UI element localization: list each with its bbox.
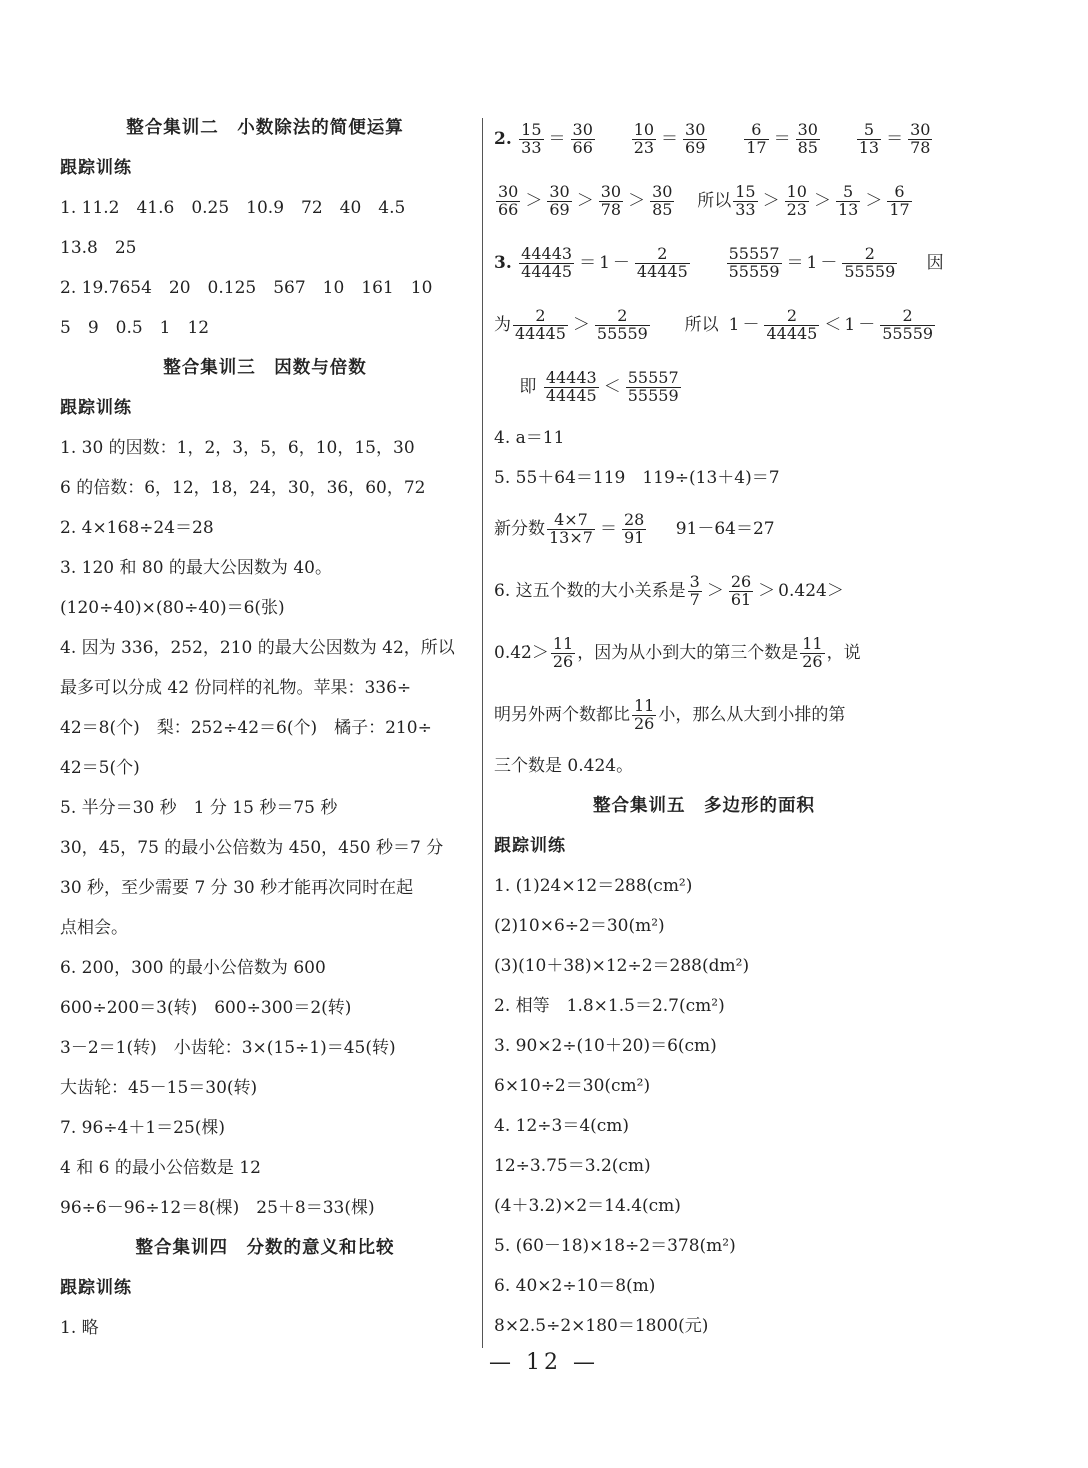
answer-line: 6. 40×2÷10＝8(m) (494, 1276, 656, 1296)
subheading-tracking: 跟踪训练 (494, 836, 566, 856)
answer-line: 最多可以分成 42 份同样的礼物。苹果：336÷ (60, 678, 412, 698)
answer-line: 5. 半分＝30 秒 1 分 15 秒＝75 秒 (60, 798, 338, 818)
subheading-tracking: 跟踪训练 (60, 1278, 132, 1298)
order-row: 明另外两个数都比 $\frac{11}{26}$ 小，那么从大到小排的第 (494, 696, 846, 733)
answer-line: (4＋3.2)×2＝14.4(cm) (494, 1196, 681, 1216)
fraction: $\frac{44443}{44445}$ (521, 244, 573, 281)
answer-line: (3)(10＋38)×12÷2＝288(dm²) (494, 956, 750, 976)
order-row: 6. 这五个数的大小关系是 $\frac{3}{7}$ ＞ $\frac{26}{61}$ ＞ 0.424̇＞ (494, 572, 844, 609)
order-row: 0.4̇2̇＞ $\frac{11}{26}$ ，因为从小到大的第三个数是 $\frac{11}{26}$ ，说 (494, 634, 861, 671)
fraction: $\frac{11}{26}$ (802, 634, 823, 671)
answer-line: 30 秒，至少需要 7 分 30 秒才能再次同时在起 (60, 878, 414, 898)
answer-line: 4. a＝11 (494, 428, 565, 448)
answer-line: 42＝8(个) 梨：252÷42＝6(个) 橘子：210÷ (60, 718, 432, 738)
answer-line: 2. 4×168÷24＝28 (60, 518, 214, 538)
answer-line: 2. 相等 1.8×1.5＝2.7(cm²) (494, 996, 725, 1016)
answer-line: 三个数是 0.424̇。 (494, 756, 634, 776)
column-divider (482, 118, 483, 1348)
answer-line: 4. 因为 336，252，210 的最大公因数为 42，所以 (60, 638, 455, 658)
answer-line: 8×2.5÷2×180＝1800(元) (494, 1316, 709, 1336)
question-number: 3. (494, 253, 512, 273)
fraction: $\frac{6}{17}$ (889, 182, 910, 219)
fraction: $\frac{5}{13}$ (837, 182, 859, 219)
answer-line: 3－2＝1(转) 小齿轮：3×(15÷1)＝45(转) (60, 1038, 396, 1058)
text-so: 所以 (697, 191, 732, 211)
answer-line: 4 和 6 的最小公倍数是 12 (60, 1158, 261, 1178)
fraction: $\frac{3}{7}$ (689, 572, 700, 609)
answer-line: 4. 12÷3＝4(cm) (494, 1116, 630, 1136)
new-fraction-row: 新分数 $\frac{4\times 7}{13\times 7}$ ＝ $\frac{28}{91}$ 91－64＝27 (494, 510, 775, 547)
section-heading-3: 整合集训三 因数与倍数 (163, 358, 367, 378)
answer-line: 1. (1)24×12＝288(cm²) (494, 876, 693, 896)
right-column (494, 108, 944, 1346)
answer-line: 30，45，75 的最小公倍数为 450，450 秒＝7 分 (60, 838, 444, 858)
fraction: $\frac{10}{23}$ (633, 120, 655, 157)
fraction: $\frac{2}{55559}$ (596, 306, 648, 343)
section-heading-2: 整合集训二 小数除法的简便运算 (126, 118, 404, 138)
answer-line: 5. 55＋64＝119 119÷(13＋4)＝7 (494, 468, 780, 488)
fraction-difference-row: 3. $\frac{44443}{44445}$ ＝ 1 － $\frac{2}{44445}$ $\frac{55557}{55559}$ ＝ 1 － $\frac{2}{55559}$ 因 (494, 244, 944, 281)
answer-line: 点相会。 (60, 918, 128, 938)
question-number: 2. (494, 129, 512, 149)
fraction: $\frac{15}{33}$ (735, 182, 756, 219)
answer-line: 大齿轮：45－15＝30(转) (60, 1078, 258, 1098)
section-heading-5: 整合集训五 多边形的面积 (593, 796, 815, 816)
answer-line: 2. 19.7654 20 0.125 567 10 161 10 (60, 278, 433, 298)
subheading-tracking: 跟踪训练 (60, 158, 132, 178)
fraction: $\frac{11}{26}$ (552, 634, 574, 671)
subheading-tracking: 跟踪训练 (60, 398, 132, 418)
answer-line: 6. 200，300 的最小公倍数为 600 (60, 958, 326, 978)
fraction: $\frac{30}{85}$ (652, 182, 673, 219)
answer-line: 6 的倍数：6，12，18，24，30，36，60，72 (60, 478, 426, 498)
fraction: $\frac{4\times 7}{13\times 7}$ (549, 510, 593, 547)
fraction: $\frac{2}{55559}$ (882, 306, 934, 343)
fraction: $\frac{11}{26}$ (634, 696, 655, 733)
answer-line: 1. 11.2 41.6 0.25 10.9 72 40 4.5 (60, 198, 406, 218)
fraction: $\frac{30}{85}$ (797, 120, 818, 157)
fraction: $\frac{30}{69}$ (685, 120, 706, 157)
answer-line: 3. 90×2÷(10＋20)＝6(cm) (494, 1036, 717, 1056)
fraction: $\frac{30}{78}$ (910, 120, 931, 157)
fraction: $\frac{10}{23}$ (786, 182, 807, 219)
fraction: $\frac{30}{66}$ (498, 182, 519, 219)
fraction: $\frac{2}{55559}$ (844, 244, 896, 281)
fraction: $\frac{44443}{44445}$ (545, 368, 597, 405)
section-heading-4: 整合集训四 分数的意义和比较 (135, 1238, 395, 1258)
fraction: $\frac{30}{69}$ (549, 182, 570, 219)
fraction-comparison-row: $\frac{30}{66}$ ＞ $\frac{30}{69}$ ＞ $\frac{30}{78}$ ＞ $\frac{30}{85}$ 所以 $\frac{15}{33}$ ＞ $\frac{10}{23}$ ＞ $\frac{5}{13}$ ＞ $\frac{6}{17}$ (498, 182, 910, 219)
fraction: $\frac{55557}{55559}$ (627, 368, 679, 405)
fraction: $\frac{30}{78}$ (600, 182, 622, 219)
answer-line: 42＝5(个) (60, 758, 140, 778)
fraction: $\frac{2}{44445}$ (636, 244, 688, 281)
fraction: $\frac{2}{44445}$ (766, 306, 818, 343)
answer-line: 13.8 25 (60, 238, 137, 258)
left-column (60, 108, 470, 1348)
answer-line: 5. (60－18)×18÷2＝378(m²) (494, 1236, 736, 1256)
fraction: $\frac{6}{17}$ (746, 120, 767, 157)
fraction-equalities-row: 2. $\frac{15}{33}$ ＝ $\frac{30}{66}$ $\frac{10}{23}$ ＝ $\frac{30}{69}$ $\frac{6}{17}$ ＝ $\frac{30}{85}$ $\frac{5}{13}$ ＝ $\frac{30}{78}$ (494, 120, 931, 157)
answer-line: 600÷200＝3(转) 600÷300＝2(转) (60, 998, 352, 1018)
fraction: $\frac{5}{13}$ (858, 120, 880, 157)
fraction: $\frac{26}{61}$ (730, 572, 752, 609)
fraction-conclusion-row: 即 $\frac{44443}{44445}$ ＜ $\frac{55557}{55559}$ (519, 368, 679, 405)
answer-line: 3. 120 和 80 的最大公因数为 40。 (60, 558, 332, 578)
answer-line: 12÷3.75＝3.2(cm) (494, 1156, 651, 1176)
fraction-compare-row: 为 $\frac{2}{44445}$ ＞ $\frac{2}{55559}$ 所以 1 － $\frac{2}{44445}$ ＜ 1 － $\frac{2}{55559}$ (494, 306, 934, 343)
fraction: $\frac{55557}{55559}$ (728, 244, 780, 281)
answer-line: 7. 96÷4＋1＝25(棵) (60, 1118, 226, 1138)
answer-line: 1. 略 (60, 1318, 99, 1338)
fraction: $\frac{2}{44445}$ (515, 306, 566, 343)
fraction: $\frac{15}{33}$ (521, 120, 542, 157)
answer-line: 1. 30 的因数：1，2，3，5，6，10，15，30 (60, 438, 415, 458)
answer-line: 96÷6－96÷12＝8(棵) 25＋8＝33(棵) (60, 1198, 375, 1218)
page-number: — 12 — (489, 1350, 599, 1375)
fraction: $\frac{28}{91}$ (623, 510, 645, 547)
answer-line: 6×10÷2＝30(cm²) (494, 1076, 651, 1096)
answer-line: (120÷40)×(80÷40)＝6(张) (60, 598, 285, 618)
fraction: $\frac{30}{66}$ (572, 120, 593, 157)
answer-line: (2)10×6÷2＝30(m²) (494, 916, 665, 936)
answer-line: 5 9 0.5 1 12 (60, 318, 210, 338)
